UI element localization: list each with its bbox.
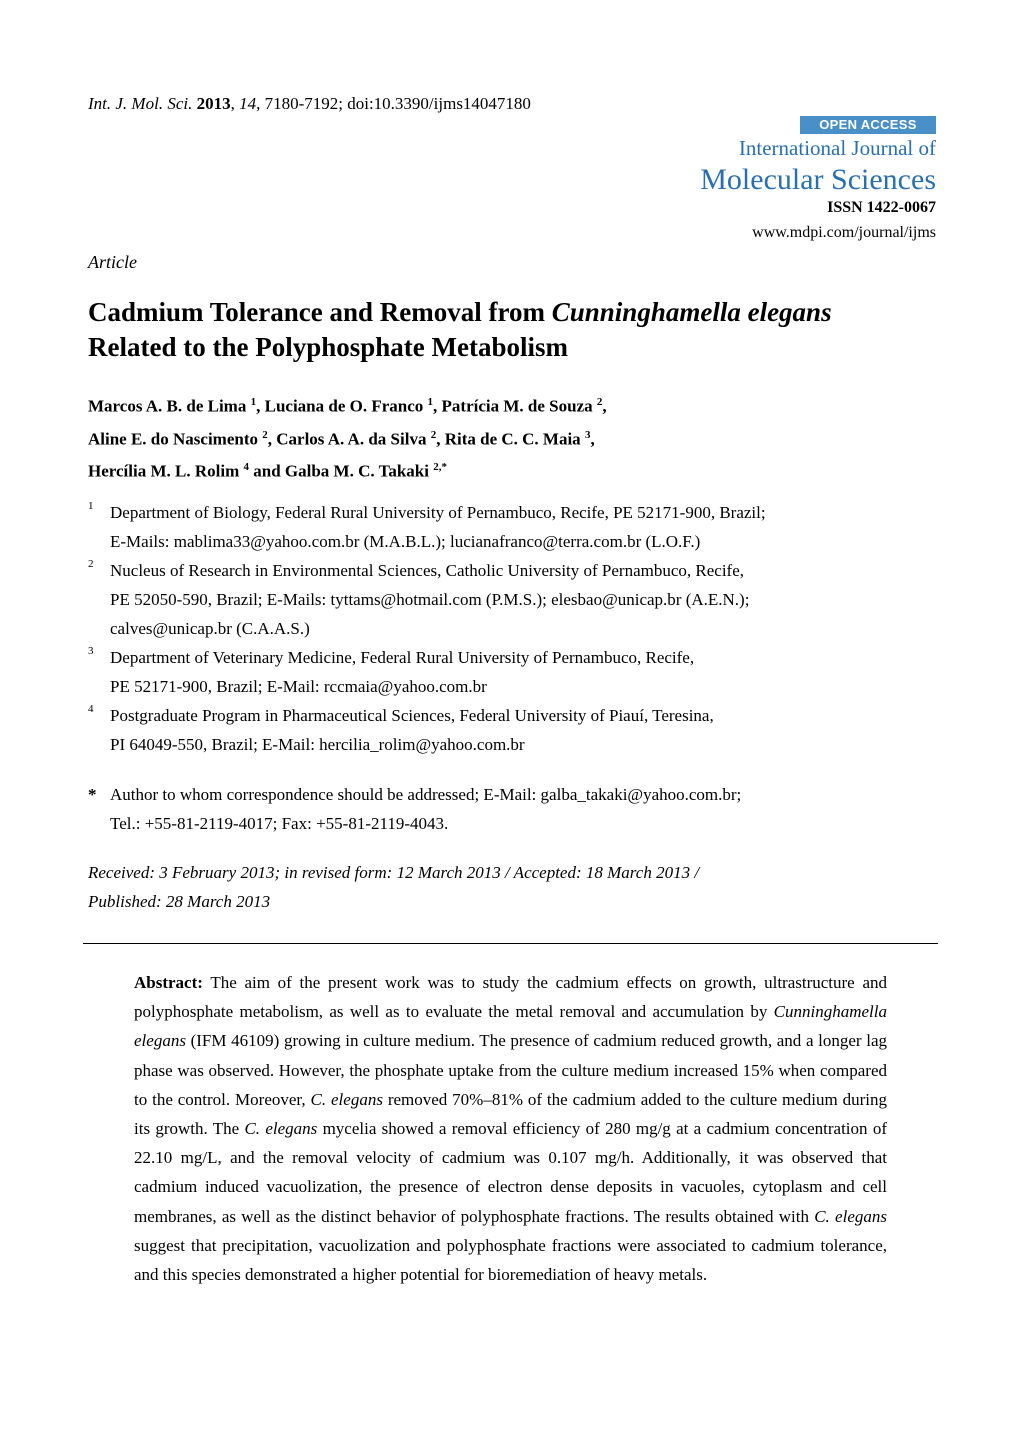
author-separator: , bbox=[267, 429, 277, 449]
author-affiliation-mark: 2,* bbox=[433, 461, 447, 474]
paper-title bbox=[88, 295, 948, 365]
author-name: Hercília M. L. Rolim bbox=[88, 461, 244, 481]
affiliation-number: 2 bbox=[88, 558, 94, 570]
affiliation-4 bbox=[88, 701, 938, 759]
affiliation-number: 1 bbox=[88, 500, 94, 512]
title-part3: Related to the Polyphosphate Metabolism bbox=[88, 332, 568, 362]
author-name: Patrícia M. de Souza bbox=[441, 396, 597, 416]
abstract-species: C. elegans bbox=[814, 1206, 887, 1226]
journal-name-line2: Molecular Sciences bbox=[700, 163, 936, 196]
author-name: Luciana de O. Franco bbox=[264, 396, 428, 416]
affiliation-2 bbox=[88, 556, 938, 643]
journal-url: www.mdpi.com/journal/ijms bbox=[752, 224, 936, 241]
affiliation-line: PI 64049-550, Brazil; E-Mail: hercilia_rolim@yahoo.com.br bbox=[110, 735, 525, 754]
journal-abbreviation: Int. J. Mol. Sci. bbox=[88, 94, 193, 113]
author-affiliation-mark: 1 bbox=[427, 396, 434, 408]
abstract-text: The aim of the present work was to study the cadmium effects on growth, ultrastructure and polyphosphate metabolism, as well as to evaluate the metal removal and accumulation by bbox=[134, 973, 887, 1022]
author-separator: , bbox=[256, 396, 265, 416]
title-part1: Cadmium Tolerance and Removal from bbox=[88, 297, 552, 327]
abstract-text: removed 70%–81% of the cadmium added to the culture medium during its growth. The bbox=[134, 1089, 887, 1139]
affiliation-line: Department of Veterinary Medicine, Federal Rural University of Pernambuco, Recife, bbox=[110, 648, 695, 667]
affiliation-line: calves@unicap.br (C.A.A.S.) bbox=[110, 619, 310, 638]
abstract-species: C. elegans bbox=[244, 1119, 318, 1139]
abstract-text: mycelia showed a removal efficiency of 280 mg/g at a cadmium concentration of 22.10 mg/L, and the removal velocity of cadmium was 0.107 mg/h. Additionally, it was observed that cadmium induced vacuolization, the presence of electron dense deposits in vacuoles, cytoplasm and cell membranes, as well as the distinct behavior of polyphosphate fractions. The results obtained with bbox=[134, 1119, 887, 1226]
author-separator: , bbox=[602, 396, 607, 416]
affiliation-line: PE 52050-590, Brazil; E-Mails: tyttams@hotmail.com (P.M.S.); elesbao@unicap.br (A.E.N.); bbox=[110, 590, 750, 609]
author-affiliation-mark: 4 bbox=[243, 461, 249, 474]
affiliation-3 bbox=[88, 643, 938, 701]
author-name: Rita de C. C. Maia bbox=[444, 429, 585, 449]
publication-dates bbox=[88, 858, 938, 916]
correspondence-mark: * bbox=[88, 785, 97, 804]
affiliation-number: 3 bbox=[88, 645, 94, 657]
correspondence-line: Author to whom correspondence should be addressed; E-Mail: galba_takaki@yahoo.com.br; bbox=[110, 785, 742, 804]
affiliation-number: 4 bbox=[88, 703, 94, 715]
affiliation-line: Nucleus of Research in Environmental Sciences, Catholic University of Pernambuco, Recife, bbox=[110, 561, 745, 580]
abstract-species: Cunninghamella elegans bbox=[134, 1002, 887, 1051]
abstract bbox=[134, 968, 887, 1289]
author-list bbox=[88, 388, 948, 486]
author-affiliation-mark: 2 bbox=[262, 428, 268, 441]
affiliation-line: Postgraduate Program in Pharmaceutical Sciences, Federal University of Piauí, Teresina, bbox=[110, 706, 714, 725]
abstract-text: suggest that precipitation, vacuolization and polyphosphate fractions were associated to cadmium tolerance, and this species demonstrated a higher potential for bioremediation of heavy metals. bbox=[134, 1235, 887, 1285]
abstract-species: C. elegans bbox=[310, 1089, 383, 1109]
affiliation-1 bbox=[88, 498, 938, 556]
author-affiliation-mark: 2 bbox=[596, 396, 603, 408]
title-species: Cunninghamella elegans bbox=[551, 297, 832, 327]
abstract-text: (IFM 46109) growing in culture medium. The presence of cadmium reduced growth, and a longer lag phase was observed. However, the phosphate uptake from the culture medium increased 15% when compared to the control. Moreover, bbox=[134, 1031, 887, 1109]
dates-line1: Received: 3 February 2013; in revised form: 12 March 2013 / Accepted: 18 March 2013 / bbox=[88, 863, 700, 882]
author-affiliation-mark: 2 bbox=[430, 428, 437, 441]
correspondence-note bbox=[88, 780, 938, 838]
citation-pages-doi: 7180-7192; doi:10.3390/ijms14047180 bbox=[264, 94, 531, 113]
correspondence-line: Tel.: +55-81-2119-4017; Fax: +55-81-2119-4043. bbox=[110, 814, 449, 833]
citation-line: Int. J. Mol. Sci. 2013, 14, 7180-7192; doi:10.3390/ijms14047180 bbox=[88, 94, 531, 113]
issn: ISSN 1422-0067 bbox=[827, 199, 936, 216]
dates-line2: Published: 28 March 2013 bbox=[88, 892, 271, 911]
affiliation-line: E-Mails: mablima33@yahoo.com.br (M.A.B.L.); lucianafranco@terra.com.br (L.O.F.) bbox=[110, 532, 701, 551]
citation-year: 2013 bbox=[196, 94, 231, 113]
author-name: and Galba M. C. Takaki bbox=[253, 461, 434, 481]
author-name: Marcos A. B. de Lima bbox=[88, 396, 251, 416]
affiliation-line: PE 52171-900, Brazil; E-Mail: rccmaia@yahoo.com.br bbox=[110, 677, 487, 696]
author-name: Aline E. do Nascimento bbox=[88, 429, 263, 449]
author-name: Carlos A. A. da Silva bbox=[276, 429, 431, 449]
author-separator: , bbox=[433, 396, 442, 416]
open-access-badge: OPEN ACCESS bbox=[800, 116, 936, 134]
citation-volume: 14 bbox=[239, 94, 257, 113]
affiliation-line: Department of Biology, Federal Rural University of Pernambuco, Recife, PE 52171-900, Brazil; bbox=[110, 503, 766, 522]
journal-name-line1: International Journal of bbox=[738, 136, 936, 160]
author-affiliation-mark: 3 bbox=[584, 428, 591, 441]
author-separator: , bbox=[436, 429, 445, 449]
article-type: Article bbox=[88, 252, 137, 272]
abstract-label: Abstract: bbox=[134, 973, 203, 992]
section-divider bbox=[83, 943, 938, 944]
author-affiliation-mark: 1 bbox=[250, 396, 257, 408]
author-separator: , bbox=[590, 429, 595, 449]
